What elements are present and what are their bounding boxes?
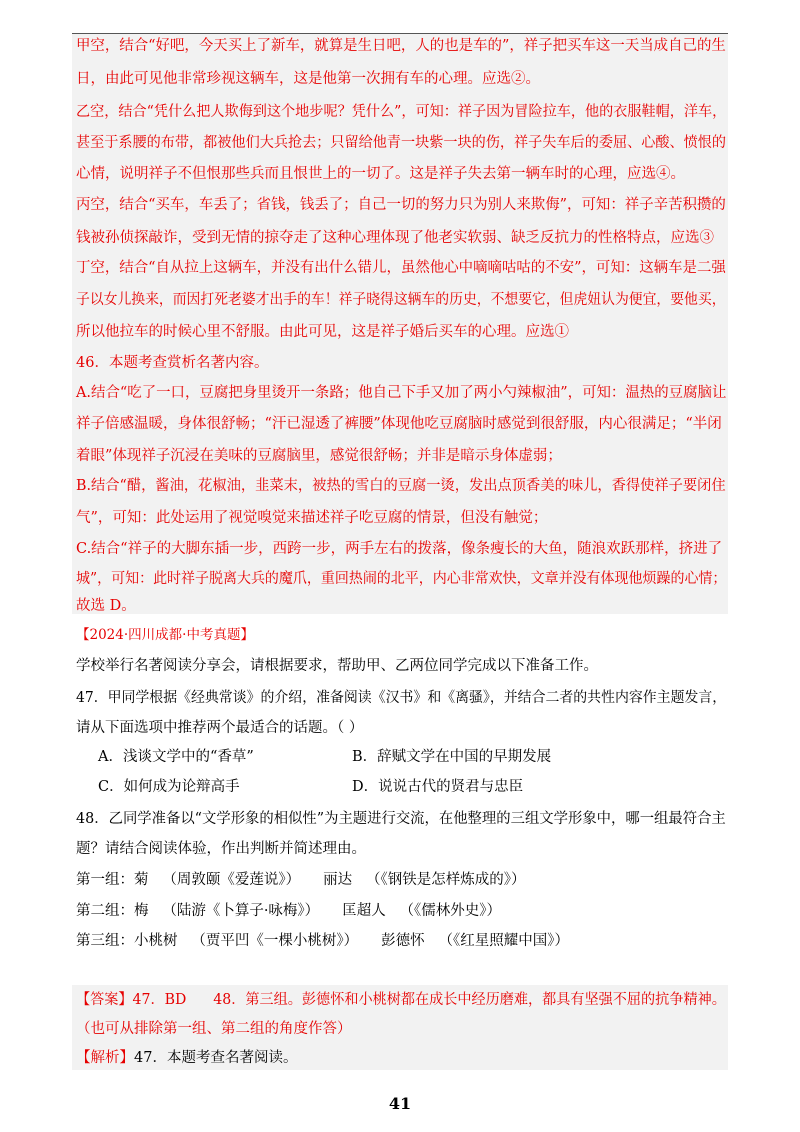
group-line: 第二组：梅 （陆游《卜算子·咏梅》） 匡超人 （《儒林外史》） (76, 903, 502, 919)
q47-option-a: A．浅谈文学中的“香草” (98, 749, 254, 765)
q47-option-c: C．如何成为论辩高手 (98, 779, 240, 795)
analysis-line: 祥子倍感温暖，身体很舒畅；“汗已湿透了裤腰”体现他吃豆腐脑时感觉到很舒服，内心很满足；“半闭 (76, 416, 722, 432)
q48-stem: 48．乙同学准备以“文学形象的相似性”为主题进行交流，在他整理的三组文学形象中，哪一组最符合主 (76, 811, 726, 827)
intro-text: 学校举行名著阅读分享会，请根据要求，帮助甲、乙两位同学完成以下准备工作。 (76, 658, 598, 674)
analysis-line: 日，由此可见他非常珍视这辆车，这是他第一次拥有车的心理。应选②。 (76, 71, 540, 87)
answer-tag: 【答案】 (76, 992, 133, 1008)
page-number: 41 (388, 1094, 412, 1113)
analysis-line: 钱被孙侦探敲诈，受到无情的掠夺走了这种心理体现了他老实软弱、缺乏反抗力的性格特点，应选③ (76, 230, 714, 246)
analysis-line: 乙空，结合“凭什么把人欺侮到这个地步呢？凭什么”，可知：祥子因为冒险拉车，他的衣服鞋帽，洋车， (76, 104, 727, 120)
analysis-line: 城”，可知：此时祥子脱离大兵的魔爪，重回热闹的北平，内心非常欢快，文章并没有体现他烦躁的心情； (76, 571, 727, 587)
analysis-line: 着眼”体现祥子沉浸在美味的豆腐脑里，感觉很舒畅；并非是暗示身体虚弱； (76, 448, 562, 464)
analysis-line: B.结合“醋，酱油，花椒油，韭菜末，被热的雪白的豆腐一烫，发出点顶香美的味儿，香得使祥子要闭住 (76, 478, 726, 494)
q47-stem: 请从下面选项中推荐两个最适合的话题。（ ） (76, 720, 364, 736)
q48-stem: 题？请结合阅读体验，作出判断并简述理由。 (76, 841, 366, 857)
analysis-line: 丁空，结合“自从拉上这辆车，并没有出什么错儿，虽然他心中嘀嘀咕咕的不安”，可知：这辆车是二强 (76, 260, 726, 276)
q47-option-b: B．辞赋文学在中国的早期发展 (352, 749, 552, 765)
analysis-line: 所以他拉车的时候心里不舒服。由此可见，这是祥子婚后买车的心理。应选① (76, 324, 569, 340)
analysis-line: 丙空，结合“买车，车丢了；省钱，钱丢了；自己一切的努力只为别人来欺侮”，可知：祥子辛苦积攒的 (76, 197, 726, 213)
answer-text: 47．BD 48．第三组。彭德怀和小桃树都在成长中经历磨难，都具有坚强不屈的抗争精神。 (132, 992, 726, 1008)
analysis-line (76, 1048, 297, 1068)
analysis-line: A.结合“吃了一口，豆腐把身里烫开一条路；他自己下手又加了两小勺辣椒油”，可知：温热的豆腐脑让 (76, 385, 727, 401)
group-line: 第一组：菊 （周敦颐《爱莲说》） 丽达 （《钢铁是怎样炼成的》） (76, 872, 526, 888)
analysis-text: 47．本题考查名著阅读。 (134, 1050, 298, 1066)
analysis-line: 甲空，结合“好吧，今天买上了新车，就算是生日吧，人的也是车的”，祥子把买车这一天当成自己的生 (76, 38, 726, 54)
analysis-line: 故选 D。 (76, 598, 136, 614)
source-tag: 【2024·四川成都·中考真题】 (76, 627, 254, 643)
analysis-line: 甚至于系腰的布带，都被他们大兵抢去；只留给他青一块紫一块的伤，祥子失车后的委屈、心酸、愤恨的 (76, 135, 726, 151)
answer-line (76, 990, 726, 1010)
analysis-tag: 【解析】 (76, 1050, 134, 1066)
answer-note: （也可从排除第一组、第二组的角度作答） (76, 1021, 352, 1037)
q47-option-d: D．说说古代的贤君与忠臣 (352, 779, 524, 795)
analysis-line: C.结合“祥子的大脚东插一步，西跨一步，两手左右的拨落，像条瘦长的大鱼，随浪欢跃那样，挤进了 (76, 541, 723, 557)
analysis-line: 子以女儿换来，而因打死老婆才出手的车！祥子晓得这辆车的历史，不想要它，但虎妞认为便宜，要他买， (76, 292, 726, 308)
analysis-line: 46．本题考查赏析名著内容。 (76, 355, 269, 371)
analysis-line: 气”，可知：此处运用了视觉嗅觉来描述祥子吃豆腐的情景，但没有触觉； (76, 510, 548, 526)
group-line: 第三组：小桃树 （贾平凹《一棵小桃树》） 彭德怀 （《红星照耀中国》） (76, 933, 569, 949)
q47-stem: 47．甲同学根据《经典常谈》的介绍，准备阅读《汉书》和《离骚》，并结合二者的共性内容作主题发言， (76, 690, 727, 706)
analysis-line: 心情，说明祥子不但恨那些兵而且恨世上的一切了。这是祥子失去第一辆车时的心理，应选④。 (76, 166, 685, 182)
